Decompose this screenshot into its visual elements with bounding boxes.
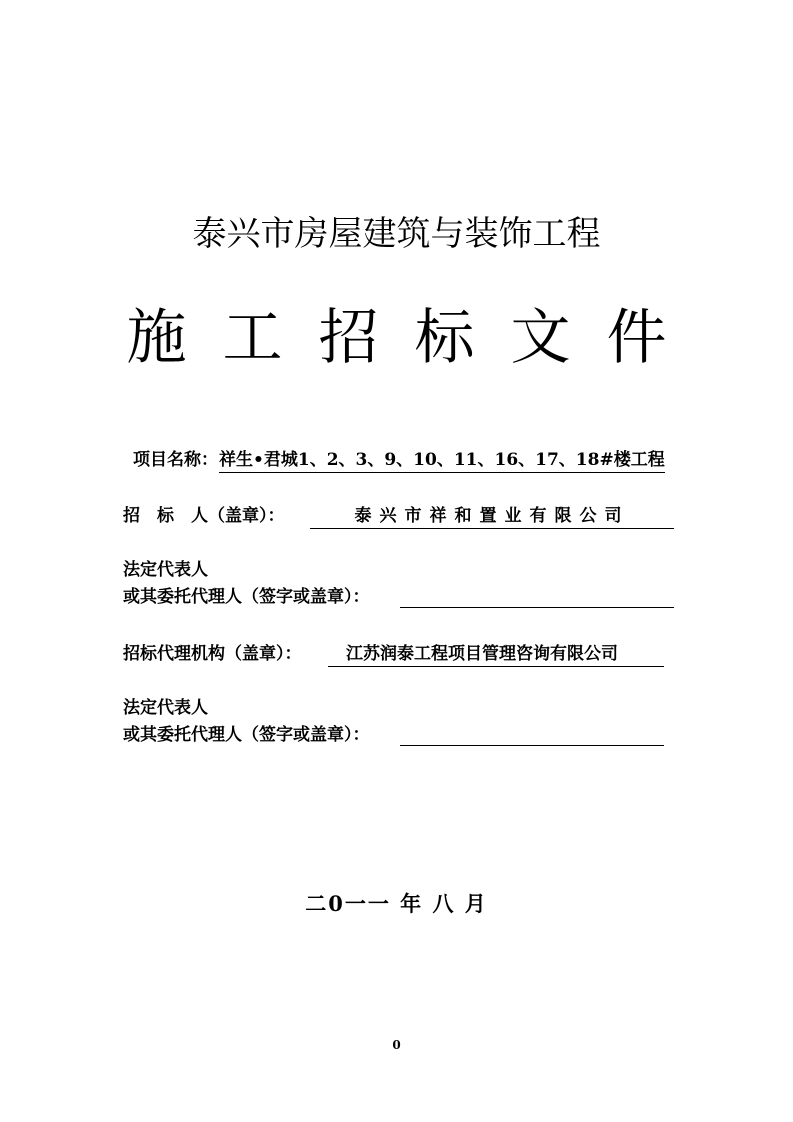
agency-legal-representative-signature-line — [400, 723, 664, 746]
legal-representative-signature-line — [400, 585, 674, 608]
tenderer-label: 招 标 人（盖章）： — [123, 506, 285, 526]
document-title-line2: 施工招标文件 — [126, 303, 703, 373]
agency-legal-representative-label-line2: 或其委托代理人（签字或盖章）： — [123, 725, 370, 745]
document-title-line1: 泰兴市房屋建筑与装饰工程 — [192, 214, 601, 254]
agency-legal-representative-label-line1: 法定代表人 — [123, 698, 208, 718]
legal-representative-label-line1: 法定代表人 — [123, 560, 208, 580]
legal-representative-label-line2: 或其委托代理人（签字或盖章）： — [123, 587, 370, 607]
document-date: 二0一一 年 八 月 — [305, 891, 488, 916]
project-name-value: 祥生•君城1、2、3、9、10、11、16、17、18#楼工程 — [219, 448, 665, 473]
tender-agency-label: 招标代理机构（盖章）： — [123, 644, 302, 664]
tender-agency-value: 江苏润泰工程项目管理咨询有限公司 — [346, 644, 618, 664]
tenderer-value: 泰兴市祥和置业有限公司 — [354, 506, 630, 526]
page-number: 0 — [392, 1038, 401, 1052]
project-name-label: 项目名称： — [133, 450, 218, 470]
